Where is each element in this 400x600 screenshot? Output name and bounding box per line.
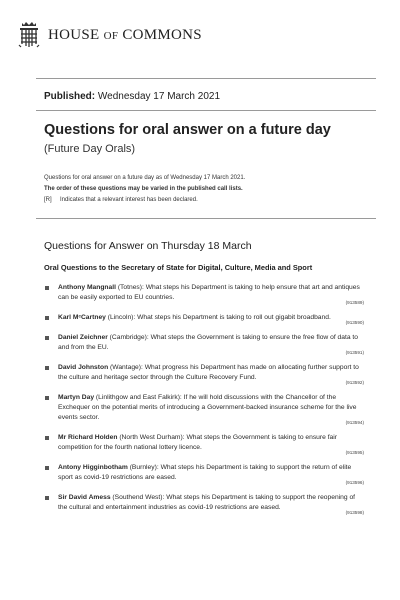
meta-notes xyxy=(44,173,245,206)
question-list xyxy=(44,283,364,515)
bullet-icon xyxy=(45,316,49,320)
bullet-icon xyxy=(45,396,49,400)
question-text: What progress his Department has made on allocating further support to the culture and heritage sector through the Culture Recovery Fund. xyxy=(58,364,359,381)
meta-line-order: The order of these questions may be varied in the published call lists. xyxy=(44,186,243,192)
question-ref: (913591) xyxy=(345,350,364,355)
house-word: HOUSE xyxy=(48,26,100,43)
question-ref: (913595) xyxy=(345,450,364,455)
question-constituency: (Cambridge): xyxy=(109,334,149,341)
question-ref: (913592) xyxy=(345,380,364,385)
relevant-interest-text: Indicates that a relevant interest has been declared. xyxy=(60,197,198,203)
published-date: Wednesday 17 March 2021 xyxy=(97,91,221,102)
question-text: What steps his Department is taking to support the reopening of the cultural and entertainment industries as covid-19 restrictions are eased. xyxy=(58,494,356,511)
page-title: Questions for oral answer on a future day xyxy=(44,122,331,138)
question-mp: Karl MᶜCartney xyxy=(58,314,106,321)
question-constituency: (Burnley): xyxy=(129,464,159,471)
divider-published xyxy=(36,110,376,111)
question-item xyxy=(44,433,364,455)
bullet-icon xyxy=(45,286,49,290)
bullet-icon xyxy=(45,436,49,440)
question-ref: (913589) xyxy=(345,300,364,305)
divider-meta xyxy=(36,218,376,219)
question-mp: Anthony Mangnall xyxy=(58,284,116,291)
of-word: OF xyxy=(103,29,119,42)
question-text: What steps his Department is taking to roll out gigabit broadband. xyxy=(137,314,331,321)
question-constituency: (Linlithgow and East Falkirk): xyxy=(95,394,182,401)
question-text: What steps the Government is taking to ensure fair competition for the fourth national lottery licence. xyxy=(58,434,337,451)
portcullis-icon xyxy=(18,22,40,48)
question-constituency: (Southend West): xyxy=(112,494,165,501)
question-item xyxy=(44,283,364,305)
question-ref: (913594) xyxy=(345,420,364,425)
question-ref: (913590) xyxy=(345,320,364,325)
question-ref: (913596) xyxy=(345,480,364,485)
subsection-title: Oral Questions to the Secretary of State for Digital, Culture, Media and Sport xyxy=(44,263,313,272)
question-item xyxy=(44,493,364,515)
bullet-icon xyxy=(45,366,49,370)
divider-top xyxy=(36,78,376,79)
commons-word: COMMONS xyxy=(122,26,202,43)
question-text: If he will hold discussions with the Chancellor of the Exchequer on the potential merits of introducing a Government-backed insurance scheme for the live events sector. xyxy=(58,394,357,421)
question-item xyxy=(44,313,364,325)
question-text: What steps his Department is taking to help ensure that art and antiques can be easily exported to EU countries. xyxy=(58,284,360,301)
question-item xyxy=(44,333,364,355)
question-constituency: (North West Durham): xyxy=(119,434,185,441)
house-of-commons-wordmark xyxy=(48,27,202,44)
question-mp: David Johnston xyxy=(58,364,109,371)
header xyxy=(18,22,202,48)
question-mp: Martyn Day xyxy=(58,394,95,401)
meta-line-asof: Questions for oral answer on a future day as of Wednesday 17 March 2021. xyxy=(44,175,246,181)
question-text: What steps the Government is taking to ensure the free flow of data to and from the EU. xyxy=(58,334,358,351)
relevant-interest-tag: [R] xyxy=(44,197,52,203)
meta-line-interest xyxy=(44,195,245,206)
question-ref: (913598) xyxy=(345,510,364,515)
question-mp: Antony Higginbotham xyxy=(58,464,128,471)
bullet-icon xyxy=(45,496,49,500)
question-constituency: (Totnes): xyxy=(117,284,144,291)
question-constituency: (Lincoln): xyxy=(107,314,136,321)
question-constituency: (Wantage): xyxy=(110,364,143,371)
question-item xyxy=(44,393,364,425)
section-title: Questions for Answer on Thursday 18 March xyxy=(44,240,252,252)
question-mp: Mr Richard Holden xyxy=(58,434,118,441)
published-label: Published: xyxy=(44,91,96,102)
question-mp: Sir David Amess xyxy=(58,494,111,501)
bullet-icon xyxy=(45,466,49,470)
question-item xyxy=(44,363,364,385)
question-item xyxy=(44,463,364,485)
published-line xyxy=(44,91,220,102)
question-mp: Daniel Zeichner xyxy=(58,334,108,341)
question-text: What steps his Department is taking to support the return of elite sport as covid-19 restrictions are eased. xyxy=(58,464,352,481)
page-subtitle: (Future Day Orals) xyxy=(44,143,136,155)
bullet-icon xyxy=(45,336,49,340)
